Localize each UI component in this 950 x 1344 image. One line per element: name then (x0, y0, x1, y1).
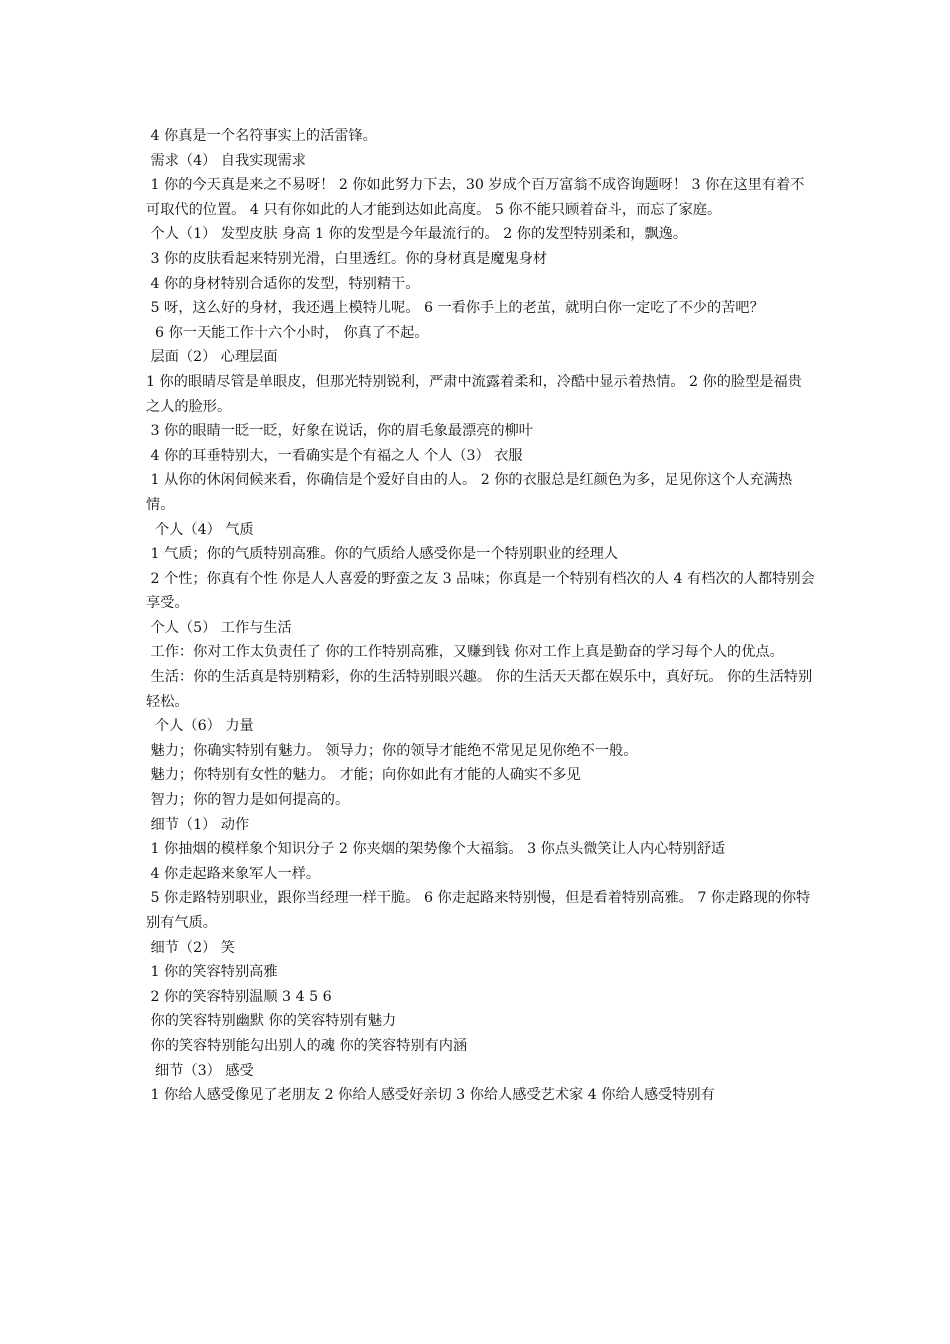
paragraph: 4 你走起路来象军人一样。 (146, 865, 321, 882)
section-heading: 个人（4） 气质 (146, 521, 254, 538)
paragraph: 你的笑容特别能勾出别人的魂 你的笑容特别有内涵 (146, 1037, 468, 1054)
section-heading: 个人（6） 力量 (146, 718, 254, 735)
paragraph: 生活：你的生活真是特别精彩，你的生活特别眼兴趣。 你的生活天天都在娱乐中，真好玩。 你的生活特别轻松。 (146, 669, 813, 710)
section-heading: 个人（1） 发型皮肤 身高 1 你的发型是今年最流行的。 2 你的发型特别柔和，飘逸。 (146, 226, 688, 243)
paragraph: 魅力；你确实特别有魅力。 领导力；你的领导才能绝不常见足见你绝不一般。 (146, 742, 638, 759)
paragraph: 2 你的笑容特别温顺 3 4 5 6 (146, 988, 332, 1005)
section-heading: 细节（3） 感受 (146, 1062, 254, 1079)
document-body (146, 124, 816, 1108)
paragraph: 5 你走路特别职业，跟你当经理一样干脆。 6 你走起路来特别慢，但是看着特别高雅。 7 你走路现的你特别有气质。 (146, 890, 811, 931)
paragraph: 4 你的耳垂特别大，一看确实是个有福之人 个人（3） 衣服 (146, 447, 523, 464)
paragraph: 2 个性；你真有个性 你是人人喜爱的野蛮之友 3 品味；你真是一个特别有档次的人 4 有档次的人都特别会享受。 (146, 570, 815, 612)
paragraph: 工作：你对工作太负责任了 你的工作特别高雅，又赚到钱 你对工作上真是勤奋的学习每个人的优点。 (146, 644, 784, 661)
paragraph: 魅力；你特别有女性的魅力。 才能；向你如此有才能的人确实不多见 (146, 767, 581, 784)
paragraph: 智力；你的智力是如何提高的。 (146, 792, 350, 809)
section-heading: 细节（1） 动作 (146, 816, 250, 833)
paragraph: 1 气质；你的气质特别高雅。你的气质给人感受你是一个特别职业的经理人 (146, 546, 619, 563)
paragraph: 3 你的皮肤看起来特别光滑，白里透红。你的身材真是魔鬼身材 (146, 250, 548, 267)
paragraph: 3 你的眼睛一眨一眨，好象在说话，你的眉毛象最漂亮的柳叶 (146, 423, 533, 440)
paragraph: 1 你的笑容特别高雅 (146, 964, 278, 981)
section-heading: 个人（5） 工作与生活 (146, 619, 292, 636)
paragraph: 1 从你的休闲伺候来看，你确信是个爱好自由的人。 2 你的衣服总是红颜色为多，足见你这个人充满热情。 (146, 472, 793, 513)
section-heading: 细节（2） 笑 (146, 939, 235, 956)
section-heading: 需求（4） 自我实现需求 (146, 152, 306, 169)
paragraph: 1 你抽烟的模样象个知识分子 2 你夹烟的架势像个大福翁。 3 你点头微笑让人内心特别舒适 (146, 841, 726, 858)
paragraph: 4 你真是一个名符事实上的活雷锋。 (146, 128, 377, 144)
paragraph: 6 你一天能工作十六个小时， 你真了不起。 (146, 324, 429, 341)
paragraph: 4 你的身材特别合适你的发型，特别精干。 (146, 275, 420, 292)
paragraph: 1 你的今天真是来之不易呀！ 2 你如此努力下去，30 岁成个百万富翁不成咨询题呀！ 3 你在这里有着不可取代的位置。 4 只有你如此的人才能到达如此高度。 5 你不能只顾着奋斗，而忘了家庭。 (146, 177, 805, 218)
paragraph: 5 呀，这么好的身材，我还遇上模特儿呢。 6 一看你手上的老茧，就明白你一定吃了不少的苦吧？ (146, 300, 764, 317)
section-heading: 层面（2） 心理层面 (146, 349, 278, 366)
paragraph: 你的笑容特别幽默 你的笑容特别有魅力 (146, 1013, 397, 1030)
paragraph: 1 你的眼睛尽管是单眼皮，但那光特别锐利，严肃中流露着柔和，冷酷中显示着热情。 2 你的脸型是福贵之人的脸形。 (146, 373, 802, 415)
paragraph: 1 你给人感受像见了老朋友 2 你给人感受好亲切 3 你给人感受艺术家 4 你给人感受特别有 (146, 1087, 715, 1104)
